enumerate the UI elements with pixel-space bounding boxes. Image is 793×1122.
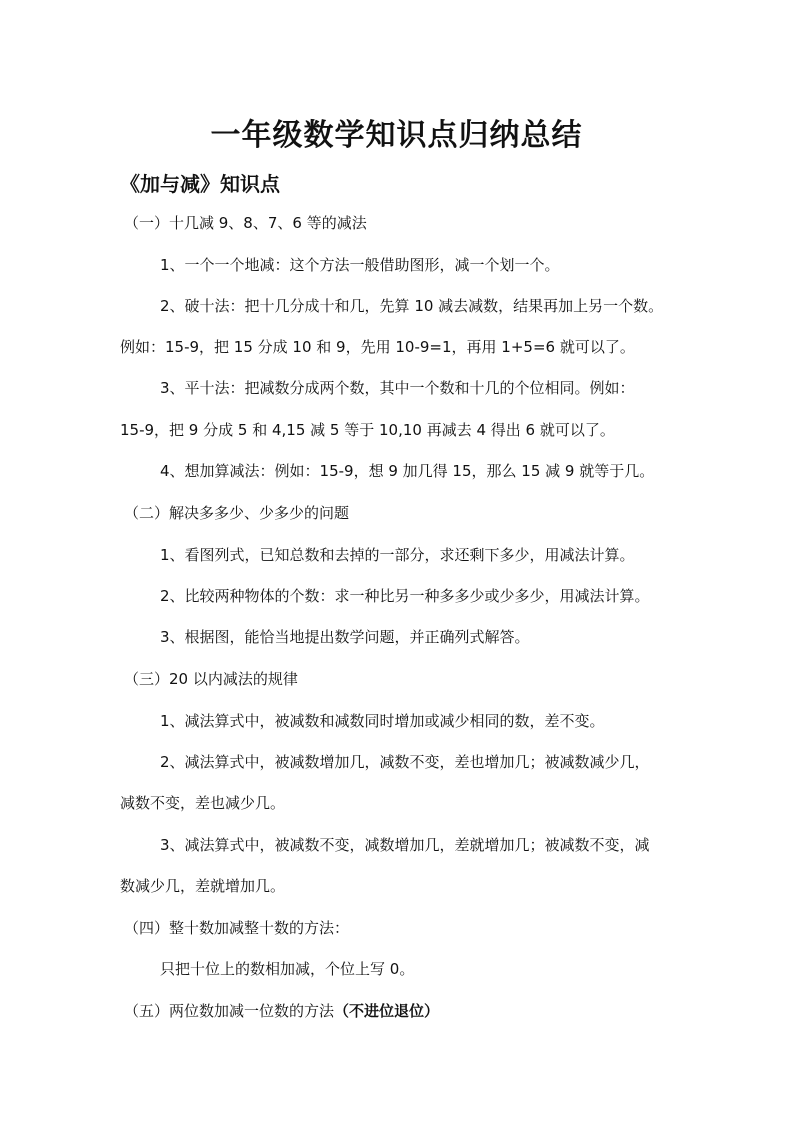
paragraph: 只把十位上的数相加减，个位上写 0。 <box>160 960 415 978</box>
paragraph: 1、减法算式中，被减数和减数同时增加或减少相同的数，差不变。 <box>160 712 605 730</box>
paragraph: 2、比较两种物体的个数：求一种比另一种多多少或少多少，用减法计算。 <box>160 587 650 605</box>
section-5-heading <box>124 1000 439 1021</box>
paragraph: 15-9，把 9 分成 5 和 4,15 减 5 等于 10,10 再减去 4 得出 6 就可以了。 <box>120 421 615 439</box>
paragraph: 4、想加算减法：例如：15-9，想 9 加几得 15，那么 15 减 9 就等于几。 <box>160 462 655 480</box>
section-heading: 《加与减》知识点 <box>120 172 280 196</box>
paragraph: 1、看图列式，已知总数和去掉的一部分，求还剩下多少，用减法计算。 <box>160 546 635 564</box>
document-title: 一年级数学知识点归纳总结 <box>210 118 583 153</box>
paragraph: 2、破十法：把十几分成十和几，先算 10 减去减数，结果再加上另一个数。 <box>160 297 664 315</box>
paragraph: 数减少几，差就增加几。 <box>120 877 286 895</box>
paragraph: 减数不变，差也减少几。 <box>120 794 286 812</box>
paragraph: 2、减法算式中，被减数增加几，减数不变，差也增加几；被减数减少几， <box>160 753 650 771</box>
paragraph: 例如：15-9，把 15 分成 10 和 9，先用 10-9=1，再用 1+5=6 就可以了。 <box>120 338 635 356</box>
section-3-heading: （三）20 以内减法的规律 <box>124 670 298 688</box>
section-5-bold-note: （不进位退位） <box>334 1002 440 1020</box>
paragraph: 3、根据图，能恰当地提出数学问题，并正确列式解答。 <box>160 628 530 646</box>
section-1-heading: （一）十几减 9、8、7、6 等的减法 <box>124 214 367 232</box>
section-2-heading: （二）解决多多少、少多少的问题 <box>124 504 350 522</box>
section-4-heading: （四）整十数加减整十数的方法： <box>124 919 350 937</box>
paragraph: 3、平十法：把减数分成两个数，其中一个数和十几的个位相同。例如： <box>160 379 635 397</box>
paragraph: 1、一个一个地减：这个方法一般借助图形，减一个划一个。 <box>160 256 560 274</box>
section-5-text: （五）两位数加减一位数的方法 <box>124 1002 335 1020</box>
paragraph: 3、减法算式中，被减数不变，减数增加几，差就增加几；被减数不变，减 <box>160 836 650 854</box>
